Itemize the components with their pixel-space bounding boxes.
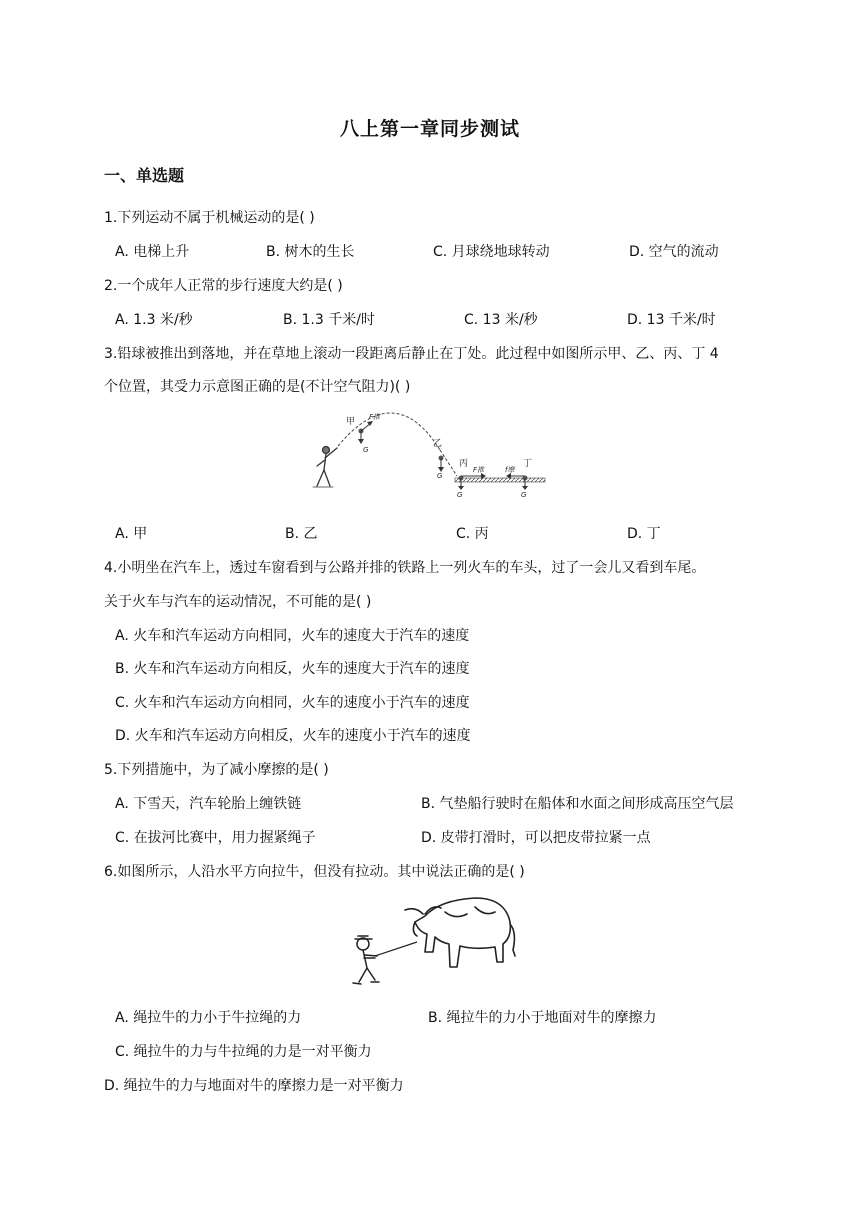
question-1-option-d[interactable]: D. 空气的流动 (629, 244, 719, 260)
label-bing: 丙 (459, 459, 469, 469)
label-g-yi: G (437, 472, 443, 480)
question-3-option-c[interactable]: C. 丙 (456, 526, 489, 542)
label-f-push: F推 (369, 413, 381, 421)
question-6-option-d[interactable]: D. 绳拉牛的力与地面对牛的摩擦力是一对平衡力 (104, 1078, 404, 1094)
label-g-jia: G (363, 446, 369, 454)
question-6-option-a[interactable]: A. 绳拉牛的力小于牛拉绳的力 (115, 1010, 302, 1026)
question-4-stem-line-1: 4.小明坐在汽车上，透过车窗看到与公路并排的铁路上一列火车的车头，过了一会儿又看到车尾。 (104, 560, 706, 576)
question-1-stem: 1.下列运动不属于机械运动的是( ) (104, 210, 315, 226)
label-jia: 甲 (346, 417, 356, 427)
question-6-stem: 6.如图所示，人沿水平方向拉牛，但没有拉动。其中说法正确的是( ) (104, 864, 525, 880)
page-title: 八上第一章同步测试 (339, 118, 520, 140)
label-ding: 丁 (523, 459, 533, 469)
label-g-bing: G (457, 491, 463, 498)
shot-put-force-diagram (305, 408, 550, 498)
question-5-stem: 5.下列措施中，为了减小摩擦的是( ) (104, 762, 329, 778)
person-pulling-ox-illustration (345, 892, 520, 992)
question-3-option-d[interactable]: D. 丁 (627, 526, 661, 542)
question-1-option-b[interactable]: B. 树木的生长 (266, 244, 355, 260)
question-4-stem-line-2: 关于火车与汽车的运动情况，不可能的是( ) (104, 594, 372, 610)
question-1-option-c[interactable]: C. 月球绕地球转动 (433, 244, 550, 260)
label-f-push-bing: F推 (473, 466, 485, 474)
question-5-option-c[interactable]: C. 在拔河比赛中，用力握紧绳子 (115, 830, 316, 846)
question-6-option-b[interactable]: B. 绳拉牛的力小于地面对牛的摩擦力 (428, 1010, 657, 1026)
section-heading: 一、单选题 (104, 166, 185, 185)
question-4-option-c[interactable]: C. 火车和汽车运动方向相同，火车的速度小于汽车的速度 (115, 695, 470, 711)
question-4-option-d[interactable]: D. 火车和汽车运动方向相反，火车的速度小于汽车的速度 (115, 728, 471, 744)
question-2-stem: 2.一个成年人正常的步行速度大约是( ) (104, 278, 343, 294)
question-2-option-b[interactable]: B. 1.3 千米/时 (283, 312, 375, 328)
label-yi: 乙 (433, 439, 443, 449)
question-6-option-c[interactable]: C. 绳拉牛的力与牛拉绳的力是一对平衡力 (115, 1044, 372, 1060)
question-2-option-a[interactable]: A. 1.3 米/秒 (115, 312, 193, 328)
question-2-option-c[interactable]: C. 13 米/秒 (464, 312, 538, 328)
question-5-option-b[interactable]: B. 气垫船行驶时在船体和水面之间形成高压空气层 (421, 796, 734, 812)
label-f-friction: f摩 (505, 466, 515, 474)
ox-figure (405, 898, 515, 967)
question-4-option-a[interactable]: A. 火车和汽车运动方向相同，火车的速度大于汽车的速度 (115, 628, 470, 644)
person-figure (353, 936, 379, 984)
trajectory-drop (440, 450, 457, 476)
question-3-stem-line-1: 3.铅球被推出到落地，并在草地上滚动一段距离后静止在丁处。此过程中如图所示甲、乙、丙、丁 4 (104, 346, 719, 362)
question-3-option-a[interactable]: A. 甲 (115, 526, 148, 542)
question-5-option-d[interactable]: D. 皮带打滑时，可以把皮带拉紧一点 (421, 830, 651, 846)
question-3-option-b[interactable]: B. 乙 (285, 526, 318, 542)
question-3-stem-line-2: 个位置，其受力示意图正确的是(不计空气阻力)( ) (104, 379, 411, 395)
question-2-option-d[interactable]: D. 13 千米/时 (627, 312, 716, 328)
label-g-ding: G (521, 491, 527, 498)
rope (375, 942, 417, 956)
athlete-figure (313, 447, 337, 488)
grass-ground (455, 478, 545, 482)
question-4-option-b[interactable]: B. 火车和汽车运动方向相反，火车的速度大于汽车的速度 (115, 661, 470, 677)
question-5-option-a[interactable]: A. 下雪天，汽车轮胎上缠铁链 (115, 796, 302, 812)
question-1-option-a[interactable]: A. 电梯上升 (115, 244, 190, 260)
